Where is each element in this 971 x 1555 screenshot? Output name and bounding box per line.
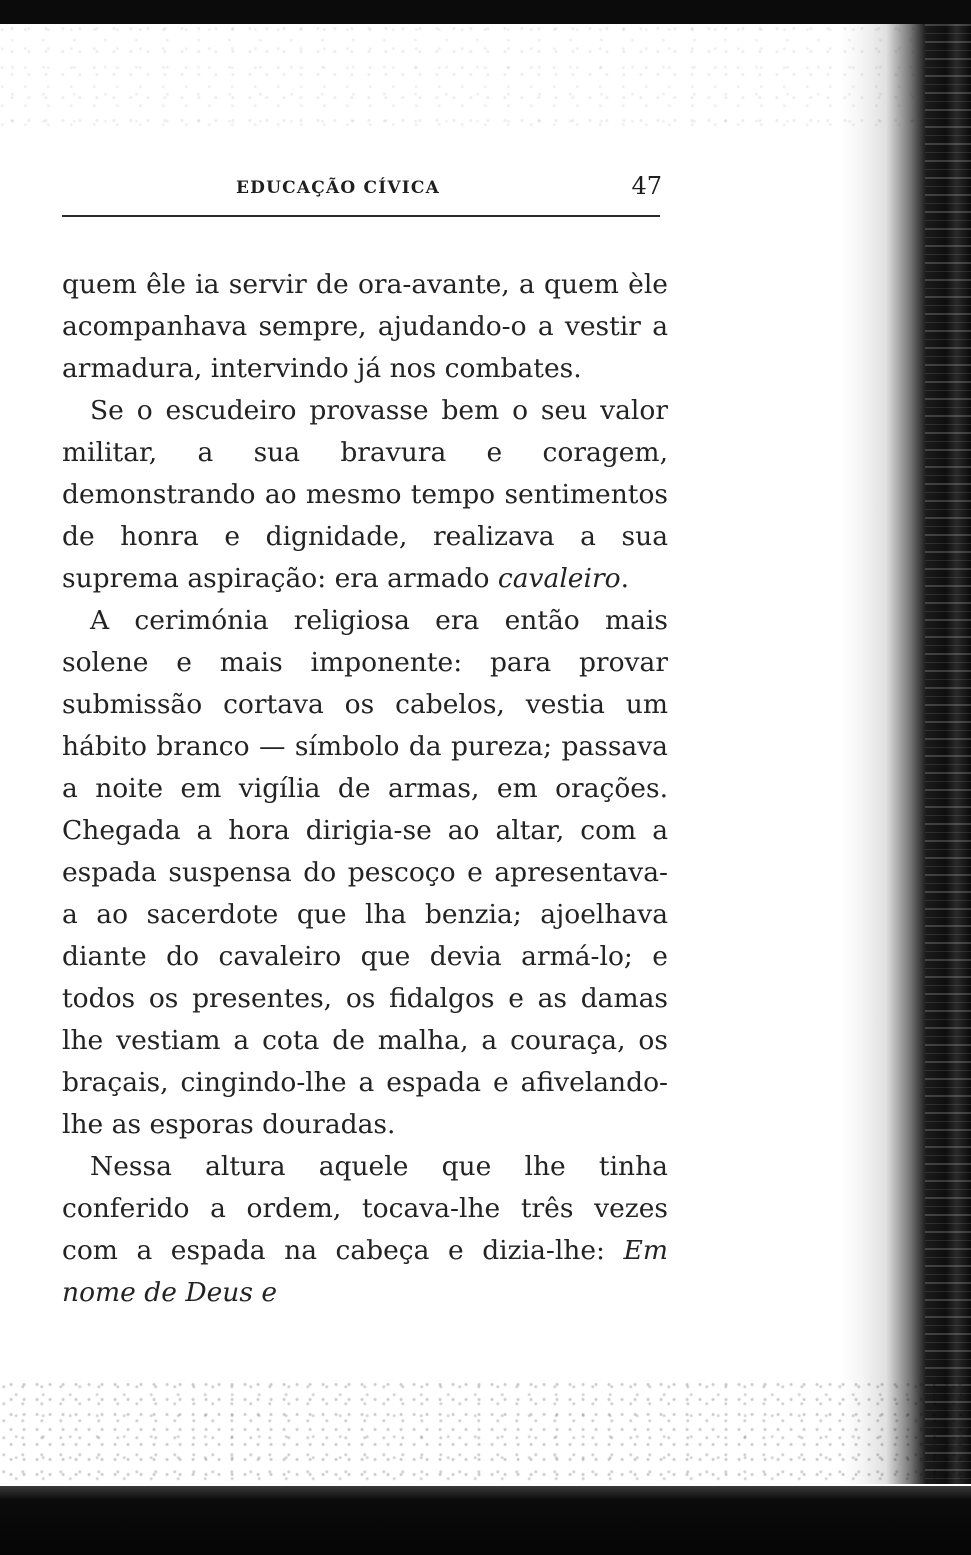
scan-noise-bottom (0, 1380, 971, 1490)
book-page (62, 168, 668, 1314)
scan-border-top (0, 0, 971, 24)
scan-border-bottom (0, 1486, 971, 1555)
paragraph-1 (62, 264, 668, 390)
paragraph-4 (62, 1146, 668, 1314)
body-text (62, 264, 668, 1314)
running-head (62, 168, 668, 214)
header-rule (62, 215, 660, 217)
paragraph-2-text: Se o escudeiro provasse bem o seu valor militar, a sua bravura e coragem, demonstrando ao mesmo tempo sentimentos de honra e dignidade, realizava a sua suprema aspiração: era armado (62, 395, 668, 594)
paragraph-4-emphasis: Em nome de Deus e (62, 1235, 668, 1308)
paragraph-3 (62, 600, 668, 1146)
paragraph-2-tail: . (620, 563, 630, 594)
paragraph-2 (62, 390, 668, 600)
paragraph-3-text: A cerimónia religiosa era então mais solene e mais imponente: para provar submissão cortava os cabelos, vestia um hábito branco — símbolo da pureza; passava a noite em vigília de armas, em orações. Chegada a hora dirigia-se ao altar, com a espada suspensa do pescoço e apresentava-a ao sacerdote que lha benzia; ajoelhava diante do cavaleiro que devia armá-lo; e todos os presentes, os fidalgos e as damas lhe vestiam a cota de malha, a couraça, os braçais, cingindo-lhe a espada e afivelando-lhe as esporas douradas. (62, 605, 668, 1140)
page-number: 47 (631, 172, 662, 200)
paragraph-4-text: Nessa altura aquele que lhe tinha conferido a ordem, tocava-lhe três vezes com a espada na cabeça e dizia-lhe: (62, 1151, 668, 1266)
scan-noise-top (0, 24, 971, 134)
running-title: EDUCAÇÃO CÍVICA (236, 178, 441, 198)
scan-border-right (841, 24, 971, 1484)
paragraph-2-emphasis: cavaleiro (497, 563, 621, 594)
paragraph-1-text: quem êle ia servir de ora-avante, a quem èle acompanhava sempre, ajudando-o a vestir a armadura, intervindo já nos combates. (62, 269, 668, 384)
